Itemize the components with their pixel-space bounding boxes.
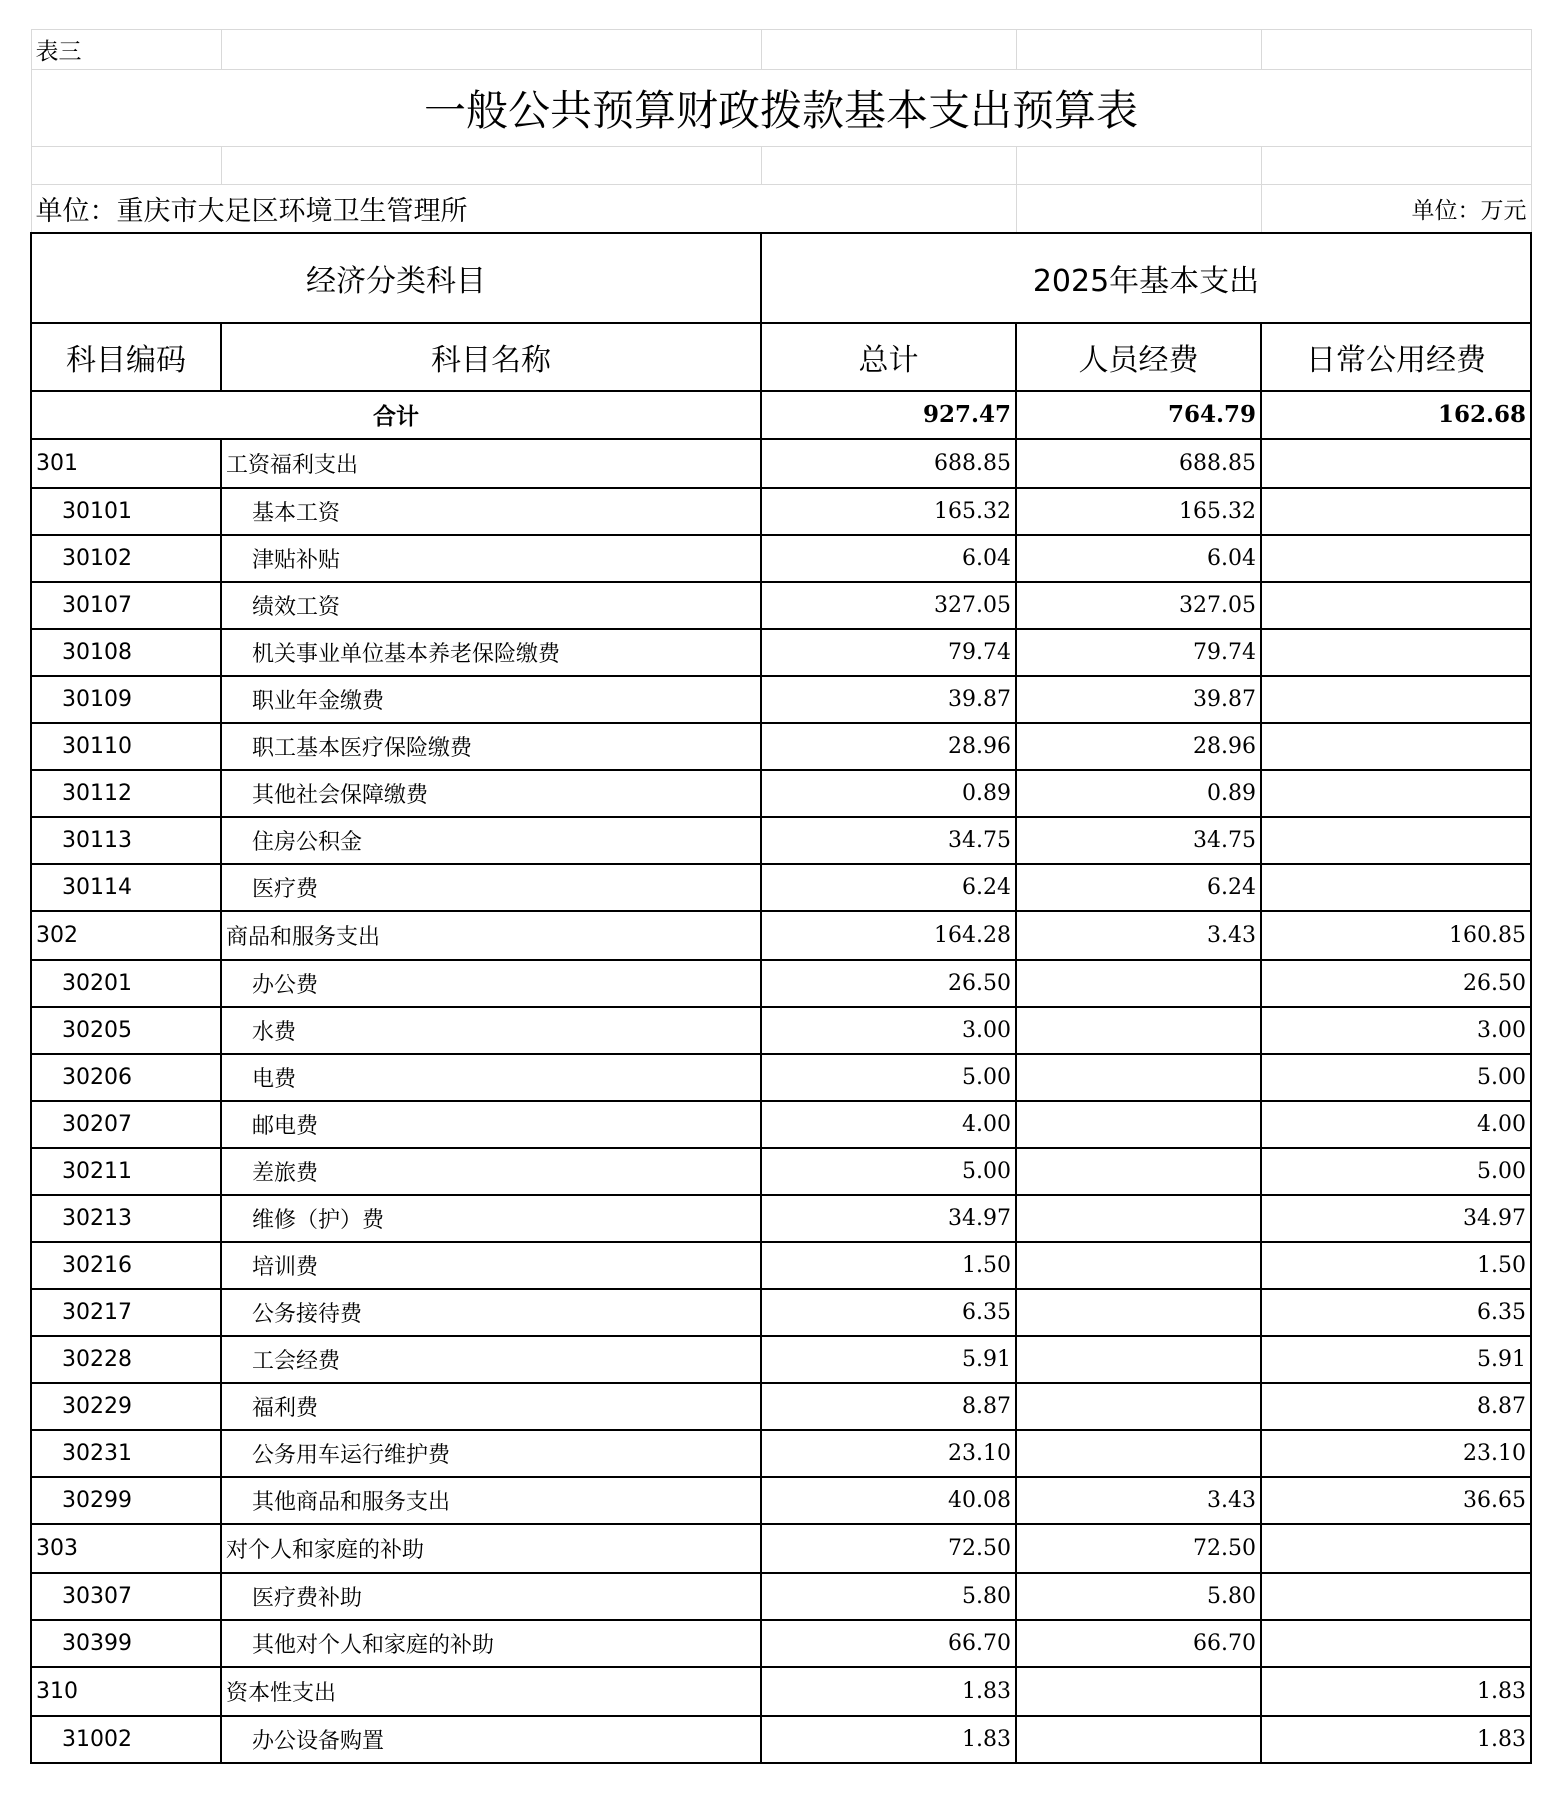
row-name: 资本性支出 [221,1667,761,1716]
row-code: 30114 [31,864,221,911]
unit-currency: 单位：万元 [1261,185,1531,233]
header-name: 科目名称 [221,323,761,391]
row-name: 维修（护）费 [221,1195,761,1242]
row-name: 办公费 [221,960,761,1007]
row-name: 对个人和家庭的补助 [221,1524,761,1573]
row-code: 30112 [31,770,221,817]
row-personnel [1016,1007,1261,1054]
row-personnel [1016,1430,1261,1477]
row-total: 34.97 [761,1195,1016,1242]
row-total: 6.24 [761,864,1016,911]
row-name: 住房公积金 [221,817,761,864]
row-total: 26.50 [761,960,1016,1007]
row-public: 23.10 [1261,1430,1531,1477]
row-public: 1.50 [1261,1242,1531,1289]
row-personnel: 0.89 [1016,770,1261,817]
row-code: 310 [31,1667,221,1716]
row-public [1261,582,1531,629]
row-total: 23.10 [761,1430,1016,1477]
row-personnel [1016,1716,1261,1763]
page-title: 一般公共预算财政拨款基本支出预算表 [31,70,1531,147]
row-code: 30399 [31,1620,221,1667]
row-name: 公务接待费 [221,1289,761,1336]
table-row [31,582,1531,629]
row-name: 工资福利支出 [221,439,761,488]
row-personnel [1016,1242,1261,1289]
row-code: 30109 [31,676,221,723]
row-personnel: 3.43 [1016,911,1261,960]
row-code: 30299 [31,1477,221,1524]
row-code: 31002 [31,1716,221,1763]
budget-sheet [30,29,1530,1764]
header-row-1 [31,233,1531,323]
row-name: 其他对个人和家庭的补助 [221,1620,761,1667]
row-total: 5.00 [761,1054,1016,1101]
row-public [1261,676,1531,723]
label-row [31,30,1531,70]
row-total: 5.80 [761,1573,1016,1620]
table-row [31,1430,1531,1477]
total-personnel: 764.79 [1016,391,1261,439]
row-code: 30307 [31,1573,221,1620]
row-code: 30217 [31,1289,221,1336]
table-row [31,1716,1531,1763]
row-code: 301 [31,439,221,488]
row-name: 其他商品和服务支出 [221,1477,761,1524]
row-public [1261,535,1531,582]
row-name: 电费 [221,1054,761,1101]
row-public [1261,817,1531,864]
row-public [1261,629,1531,676]
header-year-basic: 2025年基本支出 [761,233,1531,323]
row-total: 34.75 [761,817,1016,864]
row-public [1261,864,1531,911]
row-code: 30201 [31,960,221,1007]
table-row [31,1054,1531,1101]
row-total: 40.08 [761,1477,1016,1524]
row-public: 6.35 [1261,1289,1531,1336]
row-personnel: 72.50 [1016,1524,1261,1573]
row-personnel [1016,1289,1261,1336]
row-code: 30213 [31,1195,221,1242]
table-row [31,770,1531,817]
row-personnel: 28.96 [1016,723,1261,770]
row-personnel [1016,1667,1261,1716]
table-row [31,1289,1531,1336]
title-row [31,70,1531,147]
table-row [31,439,1531,488]
row-personnel: 34.75 [1016,817,1261,864]
row-public [1261,1573,1531,1620]
row-total: 4.00 [761,1101,1016,1148]
table-row [31,1573,1531,1620]
budget-table [30,29,1532,1764]
row-name: 津贴补贴 [221,535,761,582]
row-public [1261,1620,1531,1667]
row-personnel [1016,1148,1261,1195]
row-name: 邮电费 [221,1101,761,1148]
table-row [31,1101,1531,1148]
row-public [1261,439,1531,488]
table-row [31,911,1531,960]
table-row [31,488,1531,535]
row-personnel [1016,1336,1261,1383]
row-code: 30101 [31,488,221,535]
table-row [31,1148,1531,1195]
row-personnel: 39.87 [1016,676,1261,723]
row-public [1261,770,1531,817]
row-code: 30102 [31,535,221,582]
row-code: 30207 [31,1101,221,1148]
row-total: 39.87 [761,676,1016,723]
row-total: 28.96 [761,723,1016,770]
row-total: 688.85 [761,439,1016,488]
table-row [31,676,1531,723]
row-total: 6.04 [761,535,1016,582]
row-name: 医疗费补助 [221,1573,761,1620]
row-personnel: 79.74 [1016,629,1261,676]
row-name: 职工基本医疗保险缴费 [221,723,761,770]
unit-org: 单位：重庆市大足区环境卫生管理所 [31,185,1016,233]
row-total: 79.74 [761,629,1016,676]
row-code: 303 [31,1524,221,1573]
table-label: 表三 [31,30,221,70]
row-total: 5.91 [761,1336,1016,1383]
row-code: 30206 [31,1054,221,1101]
row-public: 34.97 [1261,1195,1531,1242]
row-personnel: 6.04 [1016,535,1261,582]
row-personnel: 327.05 [1016,582,1261,629]
row-code: 302 [31,911,221,960]
table-row [31,864,1531,911]
row-personnel [1016,1054,1261,1101]
row-public: 8.87 [1261,1383,1531,1430]
table-row [31,1242,1531,1289]
table-row [31,1336,1531,1383]
table-row [31,1383,1531,1430]
row-name: 机关事业单位基本养老保险缴费 [221,629,761,676]
row-total: 1.83 [761,1716,1016,1763]
row-personnel [1016,1101,1261,1148]
row-total: 3.00 [761,1007,1016,1054]
header-econ-class: 经济分类科目 [31,233,761,323]
row-public: 5.00 [1261,1054,1531,1101]
row-personnel: 66.70 [1016,1620,1261,1667]
row-personnel [1016,1383,1261,1430]
total-public: 162.68 [1261,391,1531,439]
unit-row [31,185,1531,233]
row-personnel: 5.80 [1016,1573,1261,1620]
row-name: 其他社会保障缴费 [221,770,761,817]
total-row [31,391,1531,439]
row-total: 1.50 [761,1242,1016,1289]
row-public [1261,1524,1531,1573]
row-personnel: 165.32 [1016,488,1261,535]
row-total: 0.89 [761,770,1016,817]
row-name: 差旅费 [221,1148,761,1195]
table-row [31,817,1531,864]
row-code: 30110 [31,723,221,770]
row-public: 26.50 [1261,960,1531,1007]
row-public [1261,723,1531,770]
table-row [31,1477,1531,1524]
row-public: 5.91 [1261,1336,1531,1383]
row-code: 30228 [31,1336,221,1383]
row-personnel [1016,960,1261,1007]
row-total: 72.50 [761,1524,1016,1573]
row-name: 福利费 [221,1383,761,1430]
table-row [31,1667,1531,1716]
row-total: 8.87 [761,1383,1016,1430]
row-personnel: 688.85 [1016,439,1261,488]
table-row [31,1195,1531,1242]
row-total: 6.35 [761,1289,1016,1336]
header-public: 日常公用经费 [1261,323,1531,391]
header-row-2 [31,323,1531,391]
row-total: 327.05 [761,582,1016,629]
table-row [31,723,1531,770]
row-public: 1.83 [1261,1716,1531,1763]
row-code: 30107 [31,582,221,629]
row-total: 164.28 [761,911,1016,960]
row-public: 4.00 [1261,1101,1531,1148]
row-name: 公务用车运行维护费 [221,1430,761,1477]
row-name: 商品和服务支出 [221,911,761,960]
row-name: 培训费 [221,1242,761,1289]
row-code: 30231 [31,1430,221,1477]
row-personnel: 3.43 [1016,1477,1261,1524]
row-name: 基本工资 [221,488,761,535]
row-name: 医疗费 [221,864,761,911]
row-code: 30108 [31,629,221,676]
row-public: 3.00 [1261,1007,1531,1054]
table-row [31,1524,1531,1573]
row-public: 160.85 [1261,911,1531,960]
row-public: 5.00 [1261,1148,1531,1195]
row-total: 1.83 [761,1667,1016,1716]
row-public [1261,488,1531,535]
row-total: 66.70 [761,1620,1016,1667]
row-code: 30211 [31,1148,221,1195]
row-total: 5.00 [761,1148,1016,1195]
row-name: 水费 [221,1007,761,1054]
row-public: 36.65 [1261,1477,1531,1524]
table-row [31,629,1531,676]
row-code: 30229 [31,1383,221,1430]
blank-row [31,147,1531,185]
row-code: 30205 [31,1007,221,1054]
table-row [31,1007,1531,1054]
header-code: 科目编码 [31,323,221,391]
table-row [31,535,1531,582]
row-personnel [1016,1195,1261,1242]
table-row [31,960,1531,1007]
row-name: 绩效工资 [221,582,761,629]
row-name: 办公设备购置 [221,1716,761,1763]
table-row [31,1620,1531,1667]
row-code: 30113 [31,817,221,864]
row-code: 30216 [31,1242,221,1289]
total-label: 合计 [31,391,761,439]
header-total: 总计 [761,323,1016,391]
row-name: 职业年金缴费 [221,676,761,723]
row-public: 1.83 [1261,1667,1531,1716]
row-personnel: 6.24 [1016,864,1261,911]
row-name: 工会经费 [221,1336,761,1383]
header-personnel: 人员经费 [1016,323,1261,391]
total-total: 927.47 [761,391,1016,439]
row-total: 165.32 [761,488,1016,535]
